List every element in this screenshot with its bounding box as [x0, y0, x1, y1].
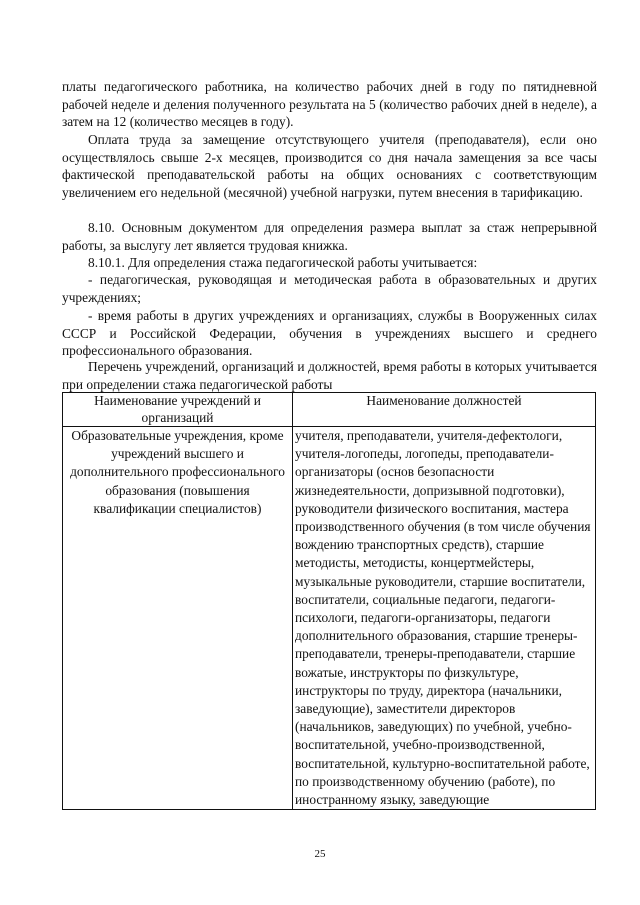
positions-table	[62, 392, 596, 810]
cell-institutions: Образовательные учреждения, кроме учреждений высшего и дополнительного профессионального образования (повышения квалификации специалистов)	[63, 427, 293, 810]
paragraph-8-10: 8.10. Основным документом для определения размера выплат за стаж непрерывной работы, за выслугу лет является трудовая книжка.	[62, 220, 597, 253]
header-positions: Наименование должностей	[293, 393, 596, 427]
table-header-row	[63, 393, 596, 427]
table-row	[63, 427, 596, 810]
list-item-other-service: - время работы в других учреждениях и организациях, службы в Вооруженных силах СССР и Российской Федерации, обучения в учреждениях высшего и среднего профессионального образования.	[62, 308, 597, 359]
page-number: 25	[314, 848, 326, 860]
paragraph-salary-calculation: платы педагогического работника, на количество рабочих дней в году по пятидневной рабочей неделе и деления полученного результата на 5 (количество рабочих дней в неделе), а затем на 12 (количество месяцев в году).	[62, 79, 597, 130]
header-institutions: Наименование учреждений и организаций	[63, 393, 293, 427]
table-caption: Перечень учреждений, организаций и должностей, время работы в которых учитывается при определении стажа педагогической работы	[62, 359, 597, 392]
paragraph-8-10-1: 8.10.1. Для определения стажа педагогической работы учитывается:	[88, 255, 478, 270]
cell-positions: учителя, преподаватели, учителя-дефектологи, учителя-логопеды, логопеды, преподаватели-организаторы (основ безопасности жизнедеятельности, допризывной подготовки), руководители физического воспитания, мастера производственного обучения (в том числе обучения вождению транспортных средств), старшие методисты, методисты, концертмейстеры, музыкальные руководители, старшие воспитатели, воспитатели, социальные педагоги, педагоги-психологи, педагоги-организаторы, педагоги дополнительного образования, старшие тренеры-преподаватели, тренеры-преподаватели, старшие вожатые, инструкторы по физкультуре, инструкторы по труду, директора (начальники, заведующие), заместители директоров (начальников, заведующих) по учебной, учебно-воспитательной, учебно-производственной, воспитательной, культурно-воспитательной работе, по производственному обучению (работе), по иностранному языку, заведующие	[293, 427, 596, 810]
paragraph-substitution-pay: Оплата труда за замещение отсутствующего учителя (преподавателя), если оно осуществлялось свыше 2-х месяцев, производится со дня начала замещения за все часы фактической преподавательской работы на общих основаниях с соответствующим увеличением его недельной (месячной) учебной нагрузки, путем внесения в тарификацию.	[62, 132, 597, 200]
list-item-pedagogical-work: - педагогическая, руководящая и методическая работа в образовательных и других учреждениях;	[62, 272, 597, 305]
